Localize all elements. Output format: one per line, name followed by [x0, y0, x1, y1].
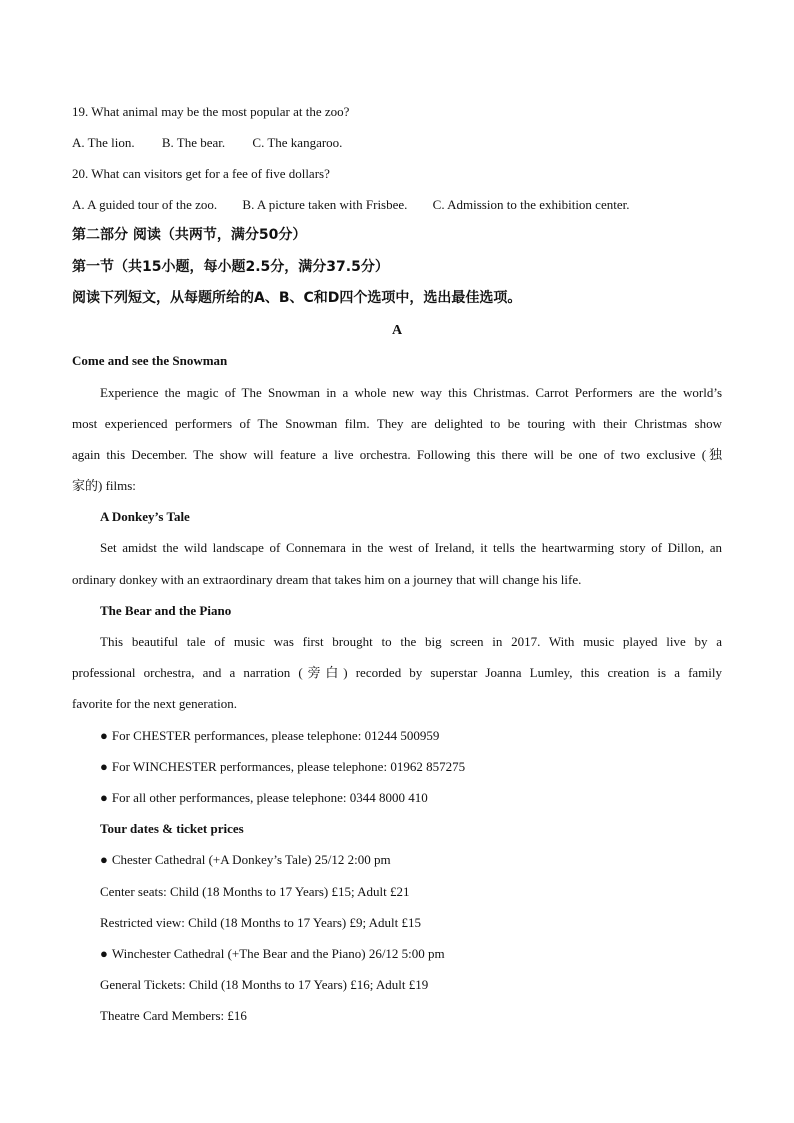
phone-chester-text: For CHESTER performances, please telephone: 01244 500959 [111, 728, 440, 743]
phone-winchester-text: For WINCHESTER performances, please telephone: 01962 857275 [111, 759, 466, 774]
option-b: B. A picture taken with Frisbee. [242, 197, 408, 212]
bullet-icon: ● [100, 852, 108, 867]
question-20: 20. What can visitors get for a fee of five dollars? [72, 166, 330, 181]
tour-winchester-text: Winchester Cathedral (+The Bear and the Piano) 26/12 5:00 pm [111, 946, 445, 961]
section-subheading: 第一节（共15小题，每小题2.5分，满分37.5分） [72, 259, 389, 275]
question-19-options [72, 135, 722, 151]
option-c: C. Admission to the exhibition center. [432, 197, 630, 212]
intro-line-1: Experience the magic of The Snowman in a whole new way this Christmas. Carrot Performers are the world’s [100, 385, 722, 400]
passage-title: Come and see the Snowman [72, 353, 228, 368]
phone-winchester [100, 759, 722, 775]
question-20-options [72, 197, 722, 213]
passage-letter: A [391, 323, 403, 338]
price-chester-restricted: Restricted view: Child (18 Months to 17 Years) £9; Adult £15 [100, 915, 422, 930]
film-bear-line-1: This beautiful tale of music was first brought to the big screen in 2017. With music played live by a [100, 634, 722, 649]
phone-other [100, 790, 722, 806]
film-bear-line-3: favorite for the next generation. [72, 696, 237, 711]
tour-winchester [100, 946, 722, 962]
film-donkey-line-1: Set amidst the wild landscape of Connemara in the west of Ireland, it tells the heartwarming story of Dillon, an [100, 540, 722, 555]
section-heading: 第二部分 阅读（共两节，满分50分） [72, 227, 307, 243]
bullet-icon: ● [100, 946, 108, 961]
tour-chester-text: Chester Cathedral (+A Donkey’s Tale) 25/12 2:00 pm [111, 852, 391, 867]
film-bear-line-2: professional orchestra, and a narration (旁白) recorded by superstar Joanna Lumley, this creation is a family [72, 665, 722, 680]
film-title-donkey: A Donkey’s Tale [100, 509, 190, 524]
tour-title: Tour dates & ticket prices [100, 821, 244, 836]
bullet-icon: ● [100, 790, 108, 805]
phone-other-text: For all other performances, please telephone: 0344 8000 410 [111, 790, 428, 805]
question-19: 19. What animal may be the most popular at the zoo? [72, 104, 350, 119]
tour-chester [100, 852, 722, 868]
phone-chester [100, 728, 722, 744]
price-winchester-members: Theatre Card Members: £16 [100, 1008, 247, 1023]
intro-line-4: 家的) films: [72, 478, 136, 493]
option-a: A. The lion. [72, 135, 135, 150]
section-instruction: 阅读下列短文，从每题所给的A、B、C和D四个选项中，选出最佳选项。 [72, 290, 522, 306]
option-a: A. A guided tour of the zoo. [72, 197, 218, 212]
price-chester-center: Center seats: Child (18 Months to 17 Years) £15; Adult £21 [100, 884, 410, 899]
bullet-icon: ● [100, 759, 108, 774]
option-c: C. The kangaroo. [252, 135, 343, 150]
film-title-bear: The Bear and the Piano [100, 603, 232, 618]
intro-line-3: again this December. The show will feature a live orchestra. Following this there will be one of two exclusive (独 [72, 447, 722, 462]
film-donkey-line-2: ordinary donkey with an extraordinary dream that takes him on a journey that will change his life. [72, 572, 582, 587]
price-winchester-general: General Tickets: Child (18 Months to 17 Years) £16; Adult £19 [100, 977, 429, 992]
intro-line-2: most experienced performers of The Snowman film. They are delighted to be touring with their Christmas show [72, 416, 722, 431]
bullet-icon: ● [100, 728, 108, 743]
option-b: B. The bear. [161, 135, 226, 150]
